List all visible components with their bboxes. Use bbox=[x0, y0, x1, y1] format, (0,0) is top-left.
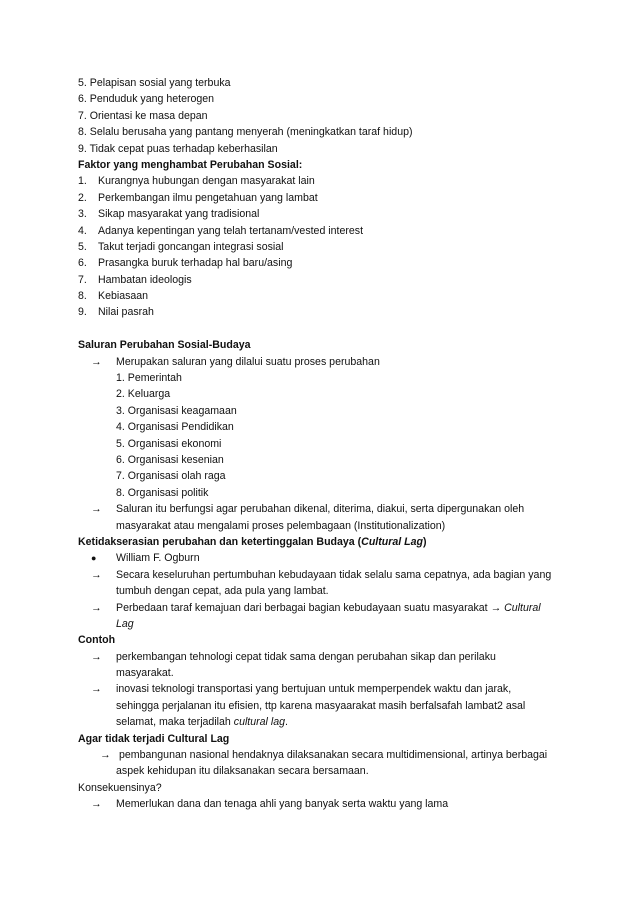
bullet-icon: ● bbox=[91, 553, 97, 564]
arrow-item-continuation: tumbuh dengan cepat, ada pula yang lambat. bbox=[116, 585, 329, 598]
list-item: 9. Tidak cepat puas terhadap keberhasilan bbox=[78, 142, 278, 155]
arrow-icon: → bbox=[91, 503, 102, 516]
arrow-icon: → bbox=[91, 683, 102, 696]
list-item: 6. Penduduk yang heterogen bbox=[78, 93, 215, 106]
arrow-icon: → bbox=[91, 601, 102, 614]
list-item: 3. Sikap masyarakat yang tradisional bbox=[78, 208, 260, 221]
arrow-item-continuation: sehingga perjalanan itu efisien, ttp karena masyaarakat masih berfalsafah lambat2 asal bbox=[116, 699, 526, 712]
arrow-icon: → bbox=[91, 355, 102, 368]
list-item: 8. Kebiasaan bbox=[78, 290, 149, 303]
sub-list-item: 3. Organisasi keagamaan bbox=[116, 404, 237, 417]
arrow-item-continuation: aspek kehidupan itu dilaksanakan secara bersamaan. bbox=[116, 765, 369, 778]
section-heading-contoh: Contoh bbox=[78, 634, 116, 647]
sub-list-item: 6. Organisasi kesenian bbox=[116, 453, 224, 466]
list-item: 7. Hambatan ideologis bbox=[78, 273, 192, 286]
arrow-icon: → bbox=[91, 568, 102, 581]
sub-list-item: 4. Organisasi Pendidikan bbox=[116, 421, 234, 434]
inline-arrow-icon: → bbox=[490, 601, 502, 614]
arrow-icon: → bbox=[100, 749, 111, 762]
arrow-icon: → bbox=[91, 650, 102, 663]
section-heading-konsekuensi: Konsekuensinya? bbox=[78, 781, 162, 794]
arrow-item: → Merupakan saluran yang dilalui suatu proses perubahan bbox=[78, 354, 578, 370]
list-item: 9. Nilai pasrah bbox=[78, 306, 154, 319]
bullet-item: ● William F. Ogburn bbox=[78, 550, 578, 566]
list-item: 8. Selalu berusaha yang pantang menyerah (meningkatkan taraf hidup) bbox=[78, 126, 413, 139]
list-item: 4. Adanya kepentingan yang telah tertanam/vested interest bbox=[78, 224, 364, 237]
arrow-item: → Saluran itu berfungsi agar perubahan dikenal, diterima, diakui, serta dipergunakan oleh bbox=[78, 501, 578, 517]
arrow-item-continuation: selamat, maka terjadilah cultural lag. bbox=[116, 716, 288, 729]
section-heading-faktor: Faktor yang menghambat Perubahan Sosial: bbox=[78, 158, 303, 171]
sub-list-item: 1. Pemerintah bbox=[116, 372, 182, 385]
sub-list-item: 2. Keluarga bbox=[116, 388, 171, 401]
arrow-item-continuation: masyarakat. bbox=[116, 667, 174, 680]
list-item: 5. Takut terjadi goncangan integrasi sosial bbox=[78, 240, 284, 253]
arrow-item: → Perbedaan taraf kemajuan dari berbagai bagian kebudayaan suatu masyarakat → Cultural bbox=[78, 600, 578, 616]
arrow-item-continuation: Lag bbox=[116, 617, 134, 630]
arrow-item: → pembangunan nasional hendaknya dilaksanakan secara multidimensional, artinya berbagai bbox=[78, 747, 578, 763]
sub-list-item: 8. Organisasi politik bbox=[116, 486, 209, 499]
section-heading-saluran: Saluran Perubahan Sosial-Budaya bbox=[78, 339, 251, 352]
list-item: 5. Pelapisan sosial yang terbuka bbox=[78, 77, 231, 89]
document-body bbox=[78, 75, 578, 813]
list-item: 6. Prasangka buruk terhadap hal baru/asing bbox=[78, 257, 293, 270]
arrow-item: → inovasi teknologi transportasi yang bertujuan untuk memperpendek waktu dan jarak, bbox=[78, 681, 578, 697]
section-heading-ketidakserasian: Ketidakserasian perubahan dan ketertinggalan Budaya (Cultural Lag) bbox=[78, 535, 427, 548]
arrow-item-continuation: masyarakat atau mengalami proses pelembagaan (Institutionalization) bbox=[116, 519, 446, 532]
list-item: 1. Kurangnya hubungan dengan masyarakat lain bbox=[78, 175, 315, 188]
arrow-icon: → bbox=[91, 798, 102, 811]
list-item: 2. Perkembangan ilmu pengetahuan yang lambat bbox=[78, 191, 318, 204]
section-heading-agar: Agar tidak terjadi Cultural Lag bbox=[78, 732, 230, 745]
list-item: 7. Orientasi ke masa depan bbox=[78, 109, 208, 122]
arrow-item: → perkembangan tehnologi cepat tidak sama dengan perubahan sikap dan perilaku bbox=[78, 649, 578, 665]
arrow-item: → Memerlukan dana dan tenaga ahli yang banyak serta waktu yang lama bbox=[78, 796, 578, 812]
arrow-item: → Secara keseluruhan pertumbuhan kebudayaan tidak selalu sama cepatnya, ada bagian yang bbox=[78, 567, 578, 583]
spacer bbox=[78, 321, 578, 337]
sub-list-item: 5. Organisasi ekonomi bbox=[116, 437, 222, 450]
sub-list-item: 7. Organisasi olah raga bbox=[116, 470, 226, 483]
